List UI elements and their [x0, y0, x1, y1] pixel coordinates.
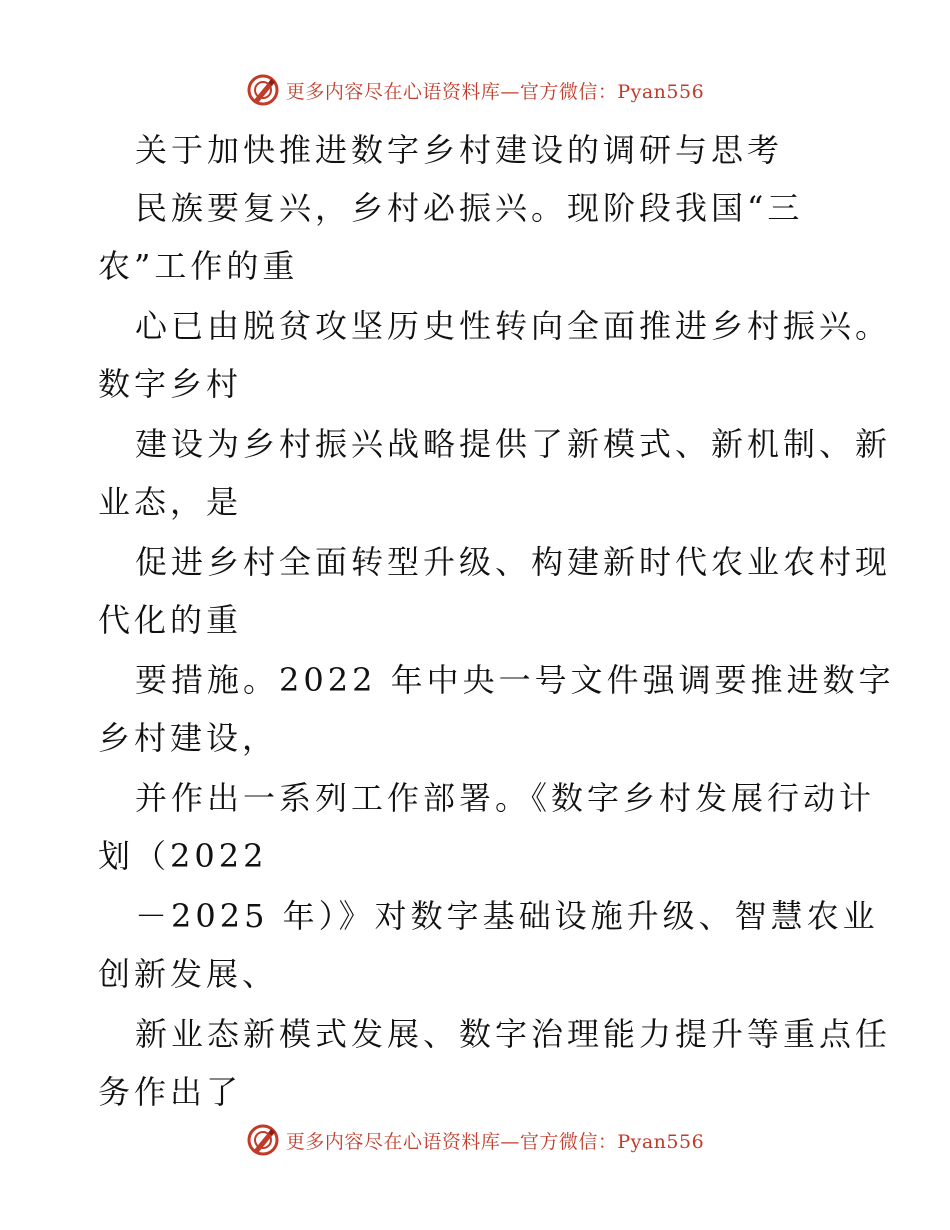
paragraph-line: 促进乡村全面转型升级、构建新时代农业农村现	[135, 543, 892, 581]
paragraph-line: 新业态新模式发展、数字治理能力提升等重点任	[135, 1015, 892, 1053]
paragraph-line: 业态，是	[98, 483, 243, 521]
paragraph-line: 乡村建设，	[98, 719, 279, 757]
paragraph-line: 民族要复兴，乡村必振兴。现阶段我国“三	[135, 189, 804, 227]
paragraph-line: 务作出了	[98, 1073, 243, 1111]
paragraph-line: 划（2022	[98, 837, 268, 875]
paragraph-line: 心已由脱贫攻坚历史性转向全面推进乡村振兴。	[135, 307, 892, 345]
paragraph-line: 代化的重	[98, 601, 243, 639]
paragraph-line: 创新发展、	[98, 955, 279, 993]
document-title: 关于加快推进数字乡村建设的调研与思考	[135, 131, 784, 169]
header-banner	[0, 70, 950, 110]
paragraph-line: 要措施。2022 年中央一号文件强调要推进数字	[135, 661, 895, 699]
footer-banner	[0, 1120, 950, 1160]
paragraph-line: －2025 年）》对数字基础设施升级、智慧农业	[135, 897, 879, 935]
header-banner-text: 更多内容尽在心语资料库—官方微信：Pyan556	[285, 80, 705, 103]
pen-seal-logo-icon	[246, 73, 280, 107]
paragraph-line: 建设为乡村振兴战略提供了新模式、新机制、新	[135, 425, 892, 463]
paragraph-line: 农”工作的重	[98, 247, 299, 285]
paragraph-line: 数字乡村	[98, 365, 243, 403]
paragraph-line: 并作出一系列工作部署。《数字乡村发展行动计	[135, 779, 876, 817]
pen-seal-logo-icon	[246, 1123, 280, 1157]
footer-banner-text: 更多内容尽在心语资料库—官方微信：Pyan556	[285, 1130, 705, 1153]
